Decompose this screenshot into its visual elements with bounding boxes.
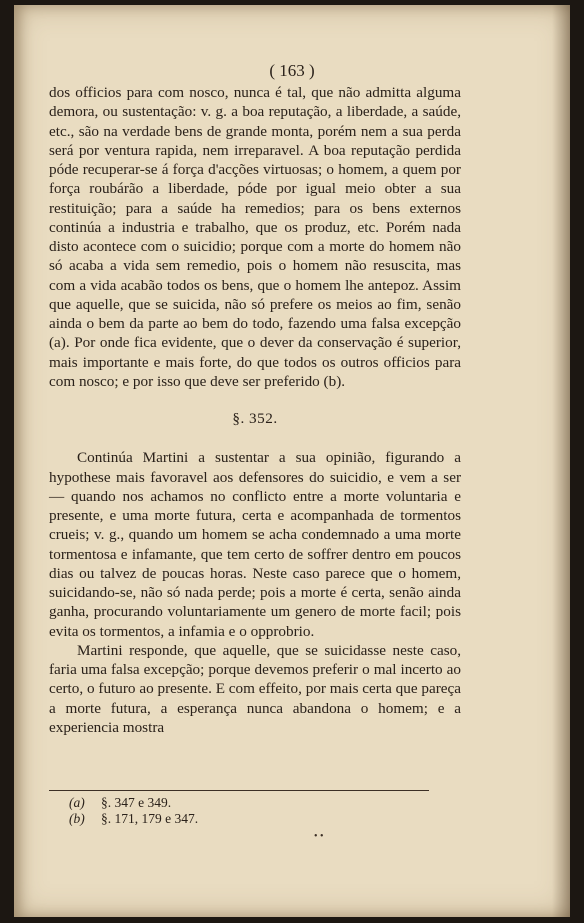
footnote-text: §. 171, 179 e 347. xyxy=(101,811,199,826)
page-shadow xyxy=(552,5,570,917)
footnote-divider xyxy=(49,790,429,791)
book-page xyxy=(14,5,570,917)
footnote-mark: (a) xyxy=(69,795,85,810)
footnote-a xyxy=(69,795,369,811)
page-body xyxy=(49,83,461,737)
paragraph-3: Martini responde, que aquelle, que se suicidasse neste caso, faria uma falsa excepção; porque devemos preferir o mal incerto ao certo, o futuro ao presente. E com effeito, por mais certa que pareça a morte futura, a esperança nunca abandona o homem; e a experiencia mostra xyxy=(49,641,461,736)
page-number: ( 163 ) xyxy=(269,61,315,80)
footnotes xyxy=(69,795,369,827)
paragraph-1: dos officios para com nosco, nunca é tal, que não admitta alguma demora, ou sustentação: v. g. a boa reputação, a liberdade, a saúde, etc., são na verdade bens de grande monta, porém nem a sua perda será por ventura rapida, nem irreparavel. A boa reputação perdida póde recuperar-se á força d'acções virtuosas; o homem, a quem por força roubárão a liberdade, póde por igual meio obter a sua restituição; para a saúde ha remedios; para os bens externos continúa a industria e trabalho, que os produz, etc. Porém nada disto acontece com o suicidio; porque com a morte do homem não só acaba a vida sem remedio, pois o homem não resuscita, mas com a vida acabão todos os bens, que o homem lhe antepoz. Assim que aquelle, que se suicida, não só prefere os meios ao fim, senão ainda o bem da parte ao bem do todo, fazendo uma falsa excepção (a). Por onde fica evidente, que o dever da conservação é superior, mais importante e mais forte, do que todos os outros officios para com nosco; e por isso que deve ser preferido (b). xyxy=(49,84,461,390)
printers-ornament: • • xyxy=(314,831,324,842)
paragraph-2: Continúa Martini a sustentar a sua opinião, figurando a hypothese mais favoravel aos defensores do suicidio, e vem a ser — quando nos achamos no conflicto entre a morte voluntaria e presente, e uma morte futura, certa e acompanhada de tormentos crueis; v. g., quando um homem se acha condemnado a uma morte tormentosa e infamante, que tem certo de soffrer dentro em poucos dias ou talvez de poucas horas. Neste caso parece que o homem, suicidando-se, não só nada perde; pois a morte é certa, senão ainda ganha, procurando voluntariamente um genero de morte facil; pois evita os tormentos, a infamia e o opprobrio. xyxy=(49,449,461,640)
section-heading: §. 352. xyxy=(232,410,278,427)
footnote-text: §. 347 e 349. xyxy=(101,795,172,810)
footnote-mark: (b) xyxy=(69,811,85,826)
footnote-b xyxy=(69,811,369,827)
